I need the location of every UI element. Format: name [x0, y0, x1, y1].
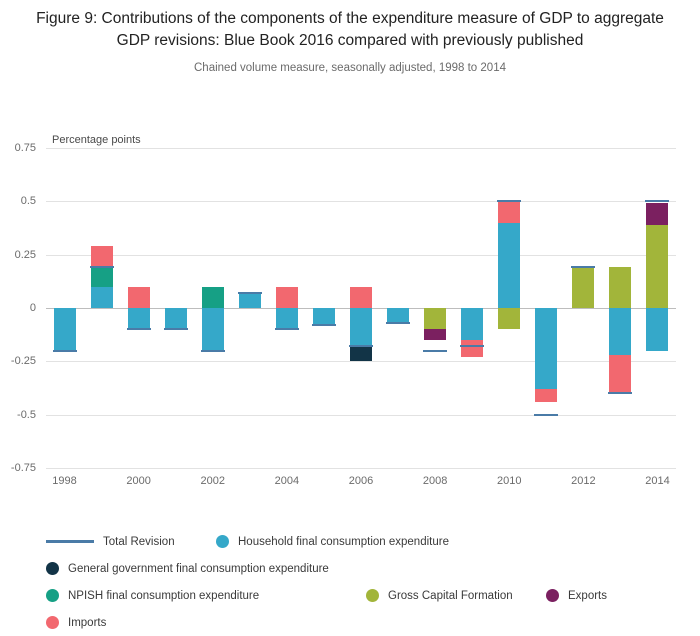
- legend-label: General government final consumption expenditure: [68, 562, 329, 575]
- bar-segment: [572, 267, 594, 308]
- total-revision-marker: [460, 345, 484, 347]
- y-axis-tick-label: 0.75: [14, 142, 36, 154]
- gridline: [46, 468, 676, 469]
- y-axis-tick-label: -0.5: [17, 408, 36, 421]
- x-axis-tick-label: 2008: [422, 475, 448, 487]
- total-revision-marker: [312, 324, 336, 326]
- bar-segment: [498, 201, 520, 222]
- total-revision-marker: [275, 328, 299, 330]
- bar-segment: [424, 329, 446, 340]
- y-axis-tick-label: 0.25: [14, 248, 36, 261]
- total-revision-marker: [238, 292, 262, 294]
- bar-segment: [350, 346, 372, 361]
- x-axis-tick-label: 2014: [645, 475, 670, 487]
- gridline: [46, 361, 676, 362]
- legend-dot-swatch: [46, 589, 59, 602]
- total-revision-marker: [386, 322, 410, 324]
- total-revision-marker: [571, 266, 595, 268]
- bar-segment: [54, 308, 76, 351]
- x-axis-tick-label: 1998: [52, 475, 77, 487]
- bar-segment: [202, 287, 224, 308]
- legend-label: Imports: [68, 616, 107, 629]
- legend-item-gross-capital-formation[interactable]: [366, 582, 513, 609]
- legend-dot-swatch: [546, 589, 559, 602]
- gridline: [46, 148, 676, 149]
- bar-segment: [387, 308, 409, 323]
- legend-label: Gross Capital Formation: [388, 589, 513, 602]
- bar-segment: [498, 223, 520, 308]
- y-axis-title: Percentage points: [52, 134, 141, 146]
- bar-segment: [350, 287, 372, 308]
- bar-segment: [646, 308, 668, 351]
- legend-row: [46, 609, 686, 636]
- bar-segment: [535, 389, 557, 402]
- total-revision-marker: [423, 350, 447, 352]
- legend-item-exports[interactable]: [546, 582, 607, 609]
- legend-dot-swatch: [46, 562, 59, 575]
- total-revision-marker: [608, 392, 632, 394]
- x-axis-tick-label: 2002: [200, 475, 225, 487]
- gridline: [46, 201, 676, 202]
- y-axis-tick-label: -0.25: [10, 355, 36, 368]
- bar-segment: [609, 308, 631, 355]
- chart-plot-area: [0, 120, 700, 510]
- chart-title: Figure 9: Contributions of the components of the expenditure measure of GDP to aggregate GDP revisions: Blue Book 2016 compared with previously published: [36, 10, 664, 49]
- gridline: [46, 415, 676, 416]
- total-revision-marker: [645, 200, 669, 202]
- bar-segment: [350, 308, 372, 346]
- total-revision-marker: [127, 328, 151, 330]
- bar-segment: [313, 308, 335, 325]
- x-axis-tick-label: 2006: [348, 475, 374, 487]
- bar-segment: [202, 308, 224, 351]
- total-revision-marker: [164, 328, 188, 330]
- total-revision-marker: [201, 350, 225, 352]
- bar-segment: [128, 308, 150, 329]
- bar-segment: [424, 308, 446, 329]
- y-axis-tick-label: 0: [29, 302, 36, 314]
- legend-item-total-revision[interactable]: [46, 528, 175, 555]
- legend-item-npish-final-consumption-expenditure[interactable]: [46, 582, 259, 609]
- y-axis-tick-label: 0.5: [20, 195, 36, 208]
- y-axis-tick-label: -0.75: [10, 462, 36, 474]
- legend-label: Exports: [568, 589, 607, 602]
- legend-row: [46, 555, 686, 582]
- legend-dot-swatch: [366, 589, 379, 602]
- bar-segment: [276, 287, 298, 308]
- total-revision-marker: [534, 414, 558, 416]
- legend-item-imports[interactable]: [46, 609, 106, 636]
- bar-segment: [646, 225, 668, 308]
- total-revision-marker: [497, 200, 521, 202]
- bar-segment: [91, 287, 113, 308]
- bar-segment: [461, 308, 483, 340]
- bar-segment: [276, 308, 298, 329]
- chart-legend: [46, 528, 686, 636]
- legend-item-household-final-consumption-expenditure[interactable]: [216, 528, 449, 555]
- legend-dot-swatch: [216, 535, 229, 548]
- bar-segment: [239, 293, 261, 308]
- bar-segment: [498, 308, 520, 329]
- total-revision-marker: [53, 350, 77, 352]
- legend-label: Household final consumption expenditure: [238, 535, 449, 548]
- legend-label: NPISH final consumption expenditure: [68, 589, 260, 602]
- bar-segment: [535, 308, 557, 389]
- gridline: [46, 255, 676, 256]
- total-revision-marker: [349, 345, 373, 347]
- bar-segment: [91, 267, 113, 286]
- bar-segment: [91, 246, 113, 267]
- bar-segment: [128, 287, 150, 308]
- bar-segment: [609, 267, 631, 308]
- legend-item-general-government-final-consumption-expenditure[interactable]: [46, 555, 329, 582]
- bar-segment: [609, 355, 631, 393]
- chart-subtitle: Chained volume measure, seasonally adjusted, 1998 to 2014: [194, 62, 506, 74]
- legend-label: Total Revision: [103, 535, 175, 548]
- legend-row: [46, 582, 686, 609]
- total-revision-marker: [90, 266, 114, 268]
- x-axis-tick-label: 2012: [571, 475, 596, 487]
- legend-dot-swatch: [46, 616, 59, 629]
- legend-row: [46, 528, 686, 555]
- legend-line-swatch: [46, 540, 94, 543]
- x-axis-tick-label: 2000: [126, 475, 151, 487]
- bar-segment: [461, 340, 483, 357]
- x-axis-tick-label: 2004: [274, 475, 300, 487]
- bar-segment: [165, 308, 187, 329]
- x-axis-tick-label: 2010: [496, 475, 522, 487]
- bar-segment: [646, 203, 668, 224]
